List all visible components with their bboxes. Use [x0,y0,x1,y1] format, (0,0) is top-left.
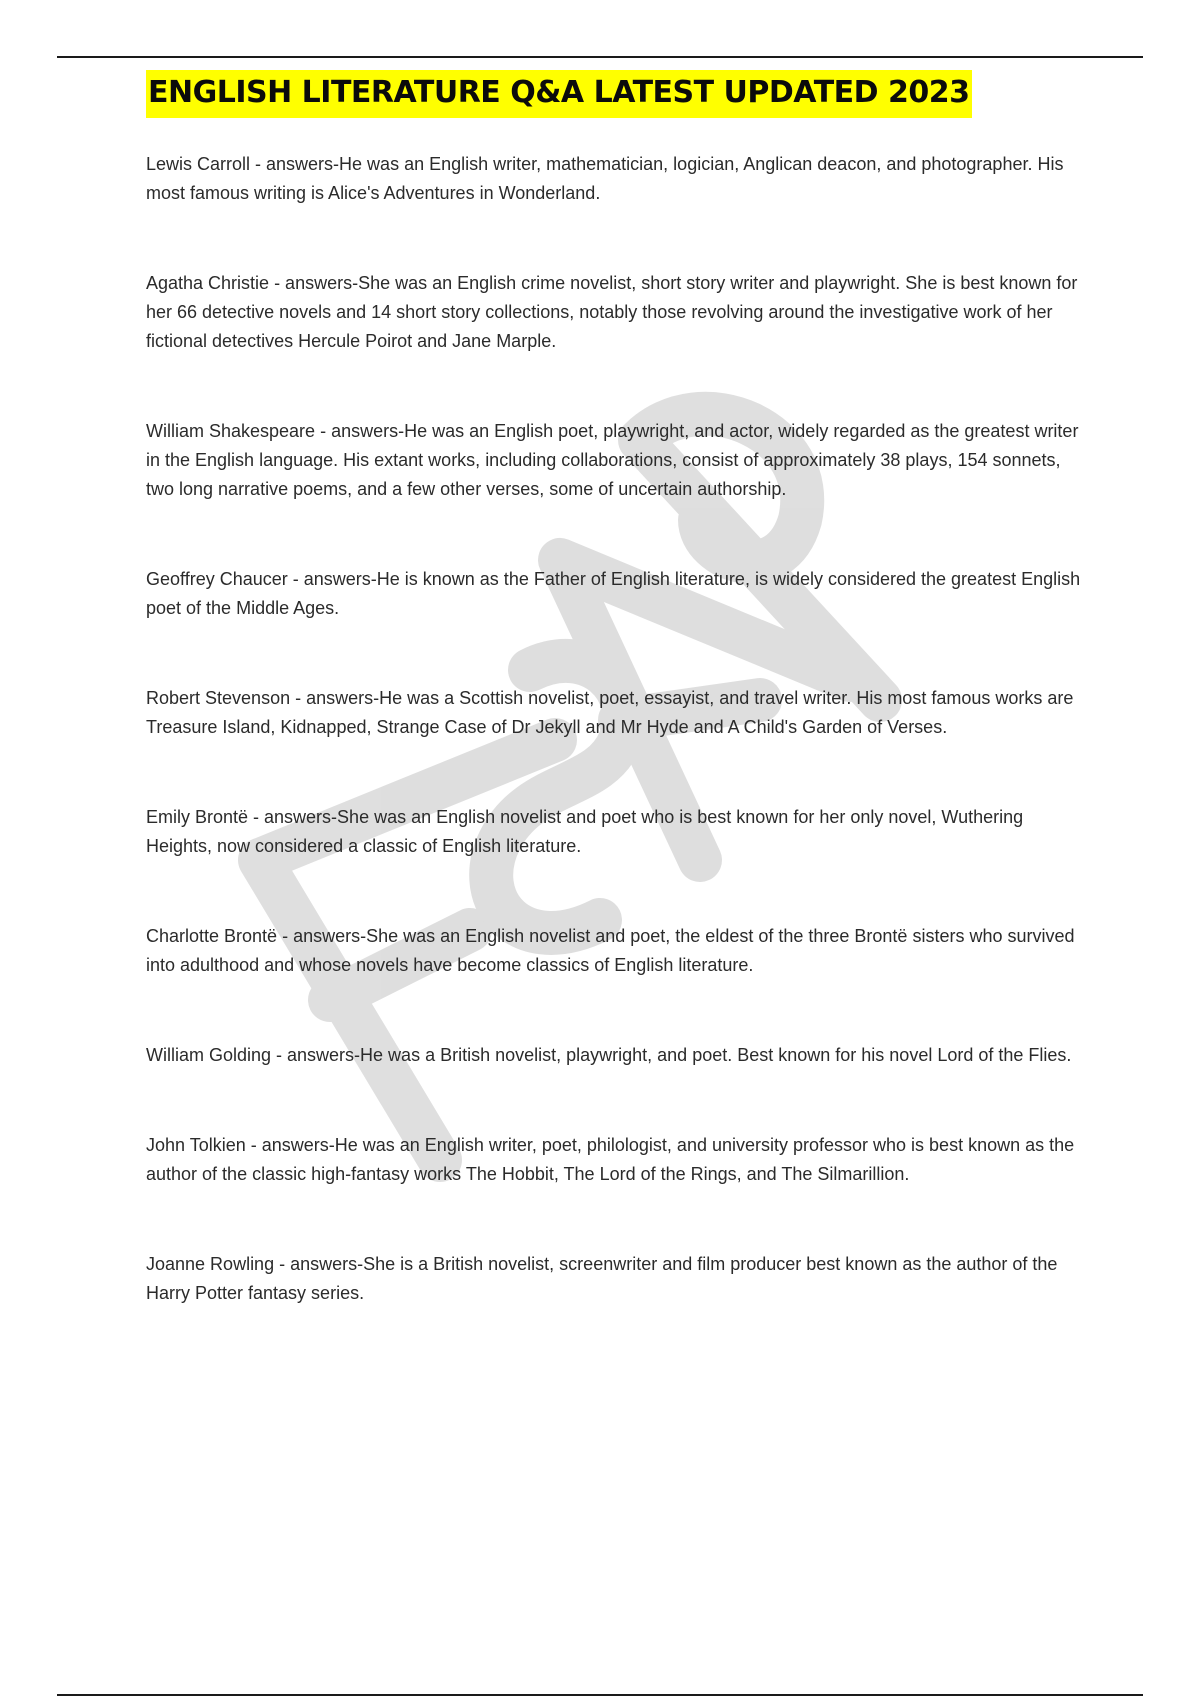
document-title: ENGLISH LITERATURE Q&A LATEST UPDATED 2023 [146,70,972,118]
bottom-rule [57,1694,1143,1696]
qa-entry-william-golding: William Golding - answers-He was a British novelist, playwright, and poet. Best known for his novel Lord of the Flies. [146,1045,1072,1065]
qa-entry-john-tolkien: John Tolkien - answers-He was an English writer, poet, philologist, and university professor who is best known as the author of the classic high-fantasy works The Hobbit, The Lord of the Rings, and The Silmarillion. [146,1135,1075,1184]
qa-entry-geoffrey-chaucer: Geoffrey Chaucer - answers-He is known as the Father of English literature, is widely considered the greatest English poet of the Middle Ages. [146,569,1081,618]
qa-entry-agatha-christie: Agatha Christie - answers-She was an English crime novelist, short story writer and playwright. She is best known for her 66 detective novels and 14 short story collections, notably those revolving around the investigative work of her fictional detectives Hercule Poirot and Jane Marple. [146,273,1078,351]
qa-entry-robert-stevenson: Robert Stevenson - answers-He was a Scottish novelist, poet, essayist, and travel writer. His most famous works are Treasure Island, Kidnapped, Strange Case of Dr Jekyll and Mr Hyde and A Child's Garden of Verses. [146,688,1074,737]
document-content [146,70,1086,1308]
qa-entry-charlotte-bronte: Charlotte Brontë - answers-She was an English novelist and poet, the eldest of the three Brontë sisters who survived into adulthood and whose novels have become classics of English literature. [146,926,1075,975]
qa-entry-joanne-rowling: Joanne Rowling - answers-She is a British novelist, screenwriter and film producer best known as the author of the Harry Potter fantasy series. [146,1254,1058,1303]
qa-entry-william-shakespeare: William Shakespeare - answers-He was an English poet, playwright, and actor, widely regarded as the greatest writer in the English language. His extant works, including collaborations, consist of approximately 38 plays, 154 sonnets, two long narrative poems, and a few other verses, some of uncertain authorship. [146,421,1079,499]
top-rule [57,56,1143,58]
qa-entry-lewis-carroll: Lewis Carroll - answers-He was an English writer, mathematician, logician, Anglican deacon, and photographer. His most famous writing is Alice's Adventures in Wonderland. [146,154,1064,203]
qa-entry-emily-bronte: Emily Brontë - answers-She was an English novelist and poet who is best known for her only novel, Wuthering Heights, now considered a classic of English literature. [146,807,1024,856]
qa-list [146,150,1086,1308]
